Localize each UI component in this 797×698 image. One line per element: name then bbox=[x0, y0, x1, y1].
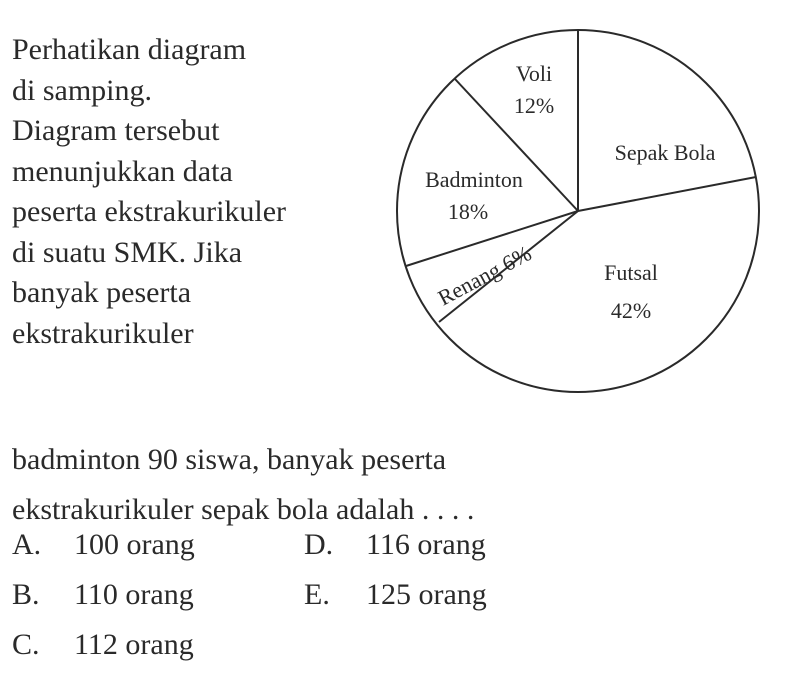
slice-label-sepak-bola: Sepak Bola bbox=[614, 140, 716, 165]
option-letter: E. bbox=[304, 578, 330, 611]
slice-value-futsal: 42% bbox=[610, 298, 652, 323]
option-a[interactable] bbox=[12, 528, 195, 568]
slice-label-futsal: Futsal bbox=[604, 260, 658, 285]
slice-divider-sepakbola-futsal bbox=[578, 177, 756, 211]
intro-line: di samping. bbox=[12, 73, 152, 107]
question-text bbox=[12, 435, 474, 535]
slice-value-voli: 12% bbox=[513, 93, 555, 118]
question-line: ekstrakurikuler sepak bola adalah . . . . bbox=[12, 493, 475, 526]
intro-line: Diagram tersebut bbox=[12, 114, 220, 147]
intro-line: di suatu SMK. Jika bbox=[12, 235, 243, 269]
intro-line: peserta ekstrakurikuler bbox=[12, 195, 287, 228]
option-value: 116 orang bbox=[366, 528, 486, 561]
option-letter: C. bbox=[12, 628, 40, 661]
intro-line: menunjukkan data bbox=[12, 154, 233, 188]
option-value: 110 orang bbox=[74, 578, 194, 611]
option-value: 100 orang bbox=[74, 528, 195, 561]
option-value: 112 orang bbox=[74, 628, 194, 661]
slice-label-badminton: Badminton bbox=[425, 167, 523, 192]
option-b[interactable] bbox=[12, 578, 194, 618]
option-value: 125 orang bbox=[366, 578, 487, 611]
slice-label-voli: Voli bbox=[515, 61, 553, 86]
option-letter: D. bbox=[304, 528, 334, 561]
slice-value-badminton: 18% bbox=[447, 199, 489, 224]
option-d[interactable] bbox=[304, 528, 486, 568]
intro-line: ekstrakurikuler bbox=[12, 316, 194, 350]
question-line: badminton 90 siswa, banyak peserta bbox=[12, 443, 447, 476]
option-letter: A. bbox=[12, 528, 42, 561]
intro-line: Perhatikan diagram bbox=[12, 33, 247, 66]
option-c[interactable] bbox=[12, 628, 194, 668]
slice-label-renang: Renang 6% bbox=[433, 240, 536, 311]
intro-line: banyak peserta bbox=[12, 276, 192, 309]
option-letter: B. bbox=[12, 578, 40, 611]
option-e[interactable] bbox=[304, 578, 487, 618]
